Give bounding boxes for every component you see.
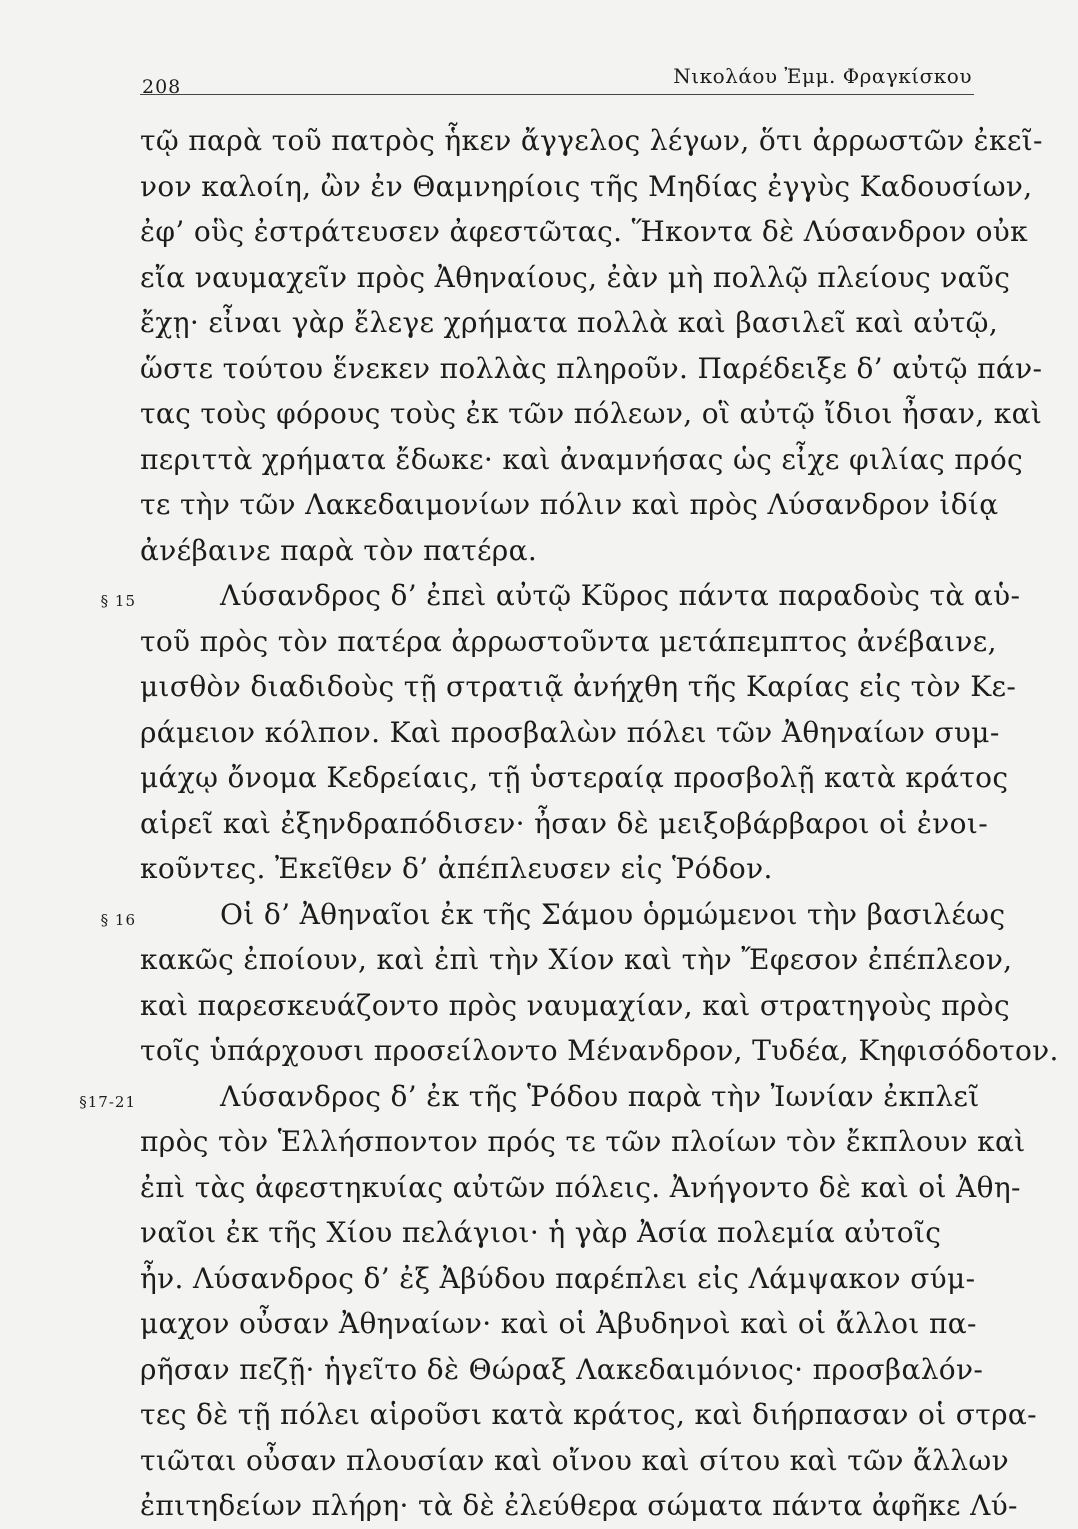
text-line: ὥστε τούτου ἕνεκεν πολλὰς πληροῦν. Παρέδειξε δ’ αὐτῷ πάν- [140,351,1043,385]
paragraph-start-line [100,892,1006,938]
text-line: πρὸς τὸν Ἑλλήσποντον πρός τε τῶν πλοίων τὸν ἔκπλουν καὶ [140,1125,1026,1158]
text-line-content: Οἱ δ’ Ἀθηναῖοι ἐκ τῆς Σάμου ὁρμώμενοι τὴν βασιλέως [220,897,1006,931]
page-header [138,62,978,98]
text-line: αἱρεῖ καὶ ἐξηνδραπόδισεν· ἦσαν δὲ μειξοβάρβαροι οἱ ἐνοι- [140,806,989,840]
text-line: τας τοὺς φόρους τοὺς ἐκ τῶν πόλεων, οἳ αὐτῷ ἴδιοι ἦσαν, καὶ [140,397,1043,430]
text-line: τοῦ πρὸς τὸν πατέρα ἀρρωστοῦντα μετάπεμπτος ἀνέβαινε, [140,624,997,658]
paragraph-start-line [100,573,1021,619]
text-line-content: Λύσανδρος δ’ ἐκ τῆς Ῥόδου παρὰ τὴν Ἰωνίαν ἐκπλεῖ [220,1079,980,1113]
text-line: ναῖοι ἐκ τῆς Χίου πελάγιοι· ἡ γὰρ Ἀσία πολεμία αὐτοῖς [140,1216,942,1249]
text-line: ἐφ’ οὓς ἐστράτευσεν ἀφεστῶτας. Ἥκοντα δὲ Λύσανδρον οὐκ [140,215,1029,248]
text-line: τε τὴν τῶν Λακεδαιμονίων πόλιν καὶ πρὸς Λύσανδρον ἰδίᾳ [140,488,999,521]
section-reference: §17-21 [79,1092,136,1111]
text-line: τοῖς ὑπάρχουσι προσείλοντο Μένανδρον, Τυδέα, Κηφισόδοτον. [140,1034,1059,1067]
running-head: Νικολάου Ἐμμ. Φραγκίσκου [673,64,972,88]
text-line: τες δὲ τῇ πόλει αἱροῦσι κατὰ κράτος, καὶ διήρπασαν οἱ στρα- [140,1398,1037,1431]
text-line: κακῶς ἐποίουν, καὶ ἐπὶ τὴν Χίον καὶ τὴν Ἔφεσον ἐπέπλεον, [140,943,1013,976]
text-line: ἔχῃ· εἶναι γὰρ ἔλεγε χρήματα πολλὰ καὶ βασιλεῖ καὶ αὐτῷ, [140,306,999,339]
text-line: τῷ παρὰ τοῦ πατρὸς ἧκεν ἄγγελος λέγων, ὅτι ἀρρωστῶν ἐκεῖ- [140,124,1043,157]
text-line: μαχον οὖσαν Ἀθηναίων· καὶ οἱ Ἀβυδηνοὶ καὶ οἱ ἄλλοι πα- [140,1307,977,1340]
text-line: κοῦντες. Ἐκεῖθεν δ’ ἀπέπλευσεν εἰς Ῥόδον. [140,852,773,885]
text-line: μάχῳ ὄνομα Κεδρείαις, τῇ ὑστεραίᾳ προσβολῇ κατὰ κράτος [140,761,1009,794]
paragraph-start-line [79,1074,990,1120]
text-line: τιῶται οὖσαν πλουσίαν καὶ οἴνου καὶ σίτου καὶ τῶν ἄλλων [140,1443,1009,1477]
text-line: νον καλοίη, ὢν ἐν Θαμνηρίοις τῆς Μηδίας ἐγγὺς Καδουσίων, [140,169,1033,203]
header-rule [140,94,974,95]
text-line: ἐπιτηδείων πλήρη· τὰ δὲ ἐλεύθερα σώματα πάντα ἀφῆκε Λύ- [140,1489,1018,1522]
text-line: περιττὰ χρήματα ἔδωκε· καὶ ἀναμνήσας ὡς εἶχε φιλίας πρός [140,442,1024,476]
text-line: ἐπὶ τὰς ἀφεστηκυίας αὐτῶν πόλεις. Ἀνήγοντο δὲ καὶ οἱ Ἀθη- [140,1170,1021,1204]
text-line: ράμειον κόλπον. Καὶ προσβαλὼν πόλει τῶν Ἀθηναίων συμ- [140,715,1000,749]
section-reference: § 16 [100,910,136,929]
section-reference: § 15 [100,592,136,610]
text-line: εἴα ναυμαχεῖν πρὸς Ἀθηναίους, ἐὰν μὴ πολλῷ πλείους ναῦς [140,260,1011,294]
text-line: ρῆσαν πεζῇ· ἡγεῖτο δὲ Θώραξ Λακεδαιμόνιος· προσβαλόν- [140,1352,984,1386]
body-text [79,118,1059,1529]
text-line: ἦν. Λύσανδρος δ’ ἐξ Ἀβύδου παρέπλει εἰς Λάμψακον σύμ- [140,1261,976,1295]
page-number: 208 [142,76,182,98]
text-line-content: Λύσανδρος δ’ ἐπεὶ αὐτῷ Κῦρος πάντα παραδοὺς τὰ αὑ- [220,579,1021,612]
text-line: ἀνέβαινε παρὰ τὸν πατέρα. [140,533,538,567]
text-line: μισθὸν διαδιδοὺς τῇ στρατιᾷ ἀνήχθη τῆς Καρίας εἰς τὸν Κε- [140,670,1017,703]
text-line: καὶ παρεσκευάζοντο πρὸς ναυμαχίαν, καὶ στρατηγοὺς πρὸς [140,988,1010,1022]
